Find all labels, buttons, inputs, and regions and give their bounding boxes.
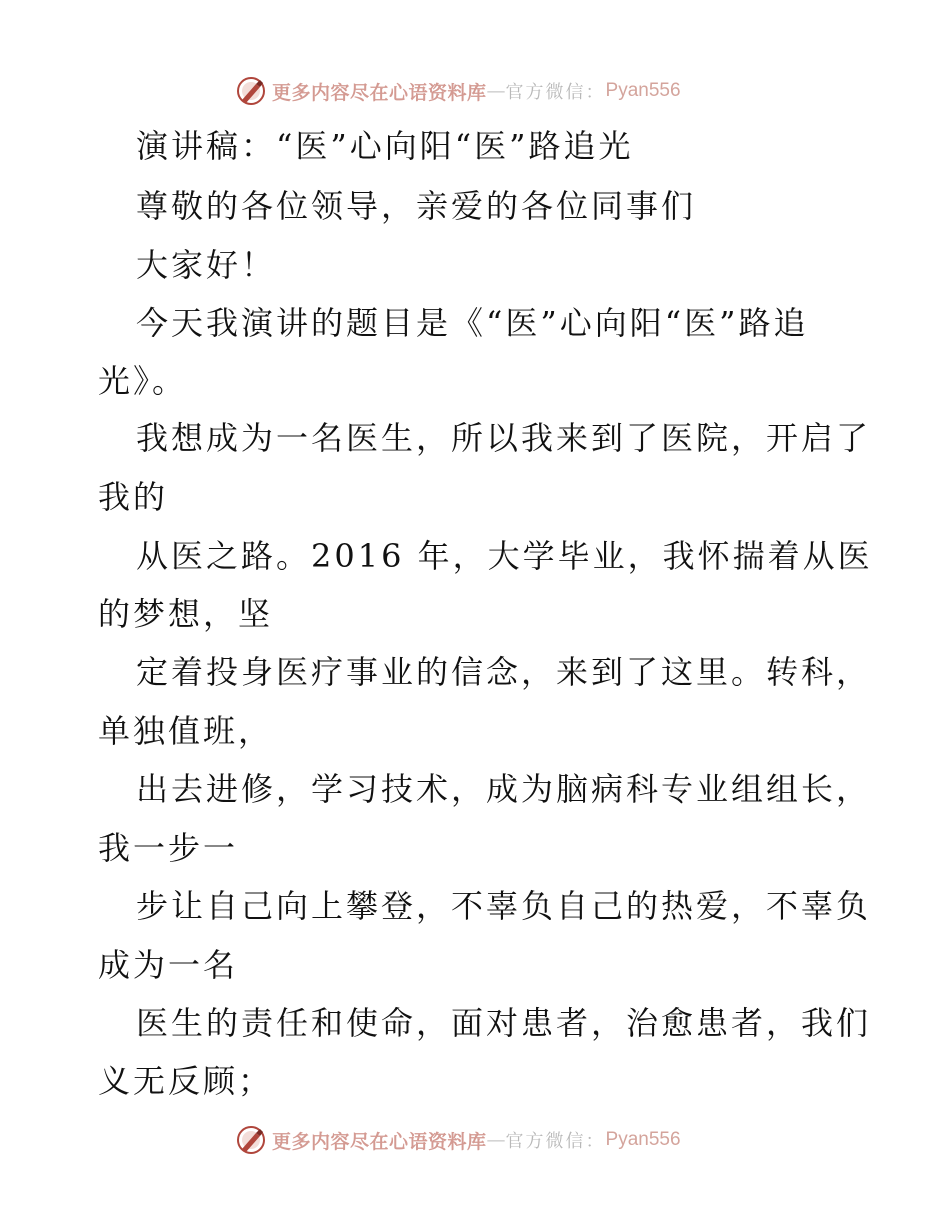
header-watermark <box>236 74 681 108</box>
text-line: 义无反顾； <box>98 1062 274 1100</box>
text-line: 从医之路。2016 年，大学毕业，我怀揣着从医 <box>136 537 873 575</box>
text-line: 我想成为一名医生，所以我来到了医院，开启了 <box>136 419 872 457</box>
text-line: 我一步一 <box>98 829 239 867</box>
text-line: 大家好！ <box>136 246 277 284</box>
pen-logo-icon <box>236 1125 266 1155</box>
wechat-label: 官方微信： <box>505 82 606 103</box>
text-line: 步让自己向上攀登，不辜负自己的热爱，不辜负 <box>136 887 872 925</box>
text-line: 光》。 <box>98 362 188 400</box>
watermark-separator: — <box>486 1129 506 1151</box>
document-title: 演讲稿：“医”心向阳“医”路追光 <box>136 127 634 165</box>
pen-logo-icon <box>236 76 266 106</box>
text-line: 单独值班， <box>98 712 274 750</box>
text-line: 的梦想，坚 <box>98 595 274 633</box>
text-line: 今天我演讲的题目是《“医”心向阳“医”路追 <box>136 304 809 342</box>
text-line: 我的 <box>98 478 169 516</box>
text-line: 定着投身医疗事业的信念，来到了这里。转科， <box>136 653 872 691</box>
wechat-id: Pyan556 <box>605 1129 681 1150</box>
text-line: 医生的责任和使命，面对患者，治愈患者，我们 <box>136 1004 872 1042</box>
footer-watermark <box>236 1123 681 1157</box>
watermark-text: 更多内容尽在心语资料库 <box>272 81 487 104</box>
wechat-id: Pyan556 <box>605 80 681 101</box>
text-line: 出去进修，学习技术，成为脑病科专业组组长， <box>136 770 872 808</box>
watermark-separator: — <box>486 80 506 102</box>
watermark-text: 更多内容尽在心语资料库 <box>272 1130 487 1153</box>
text-line: 尊敬的各位领导，亲爱的各位同事们 <box>136 187 697 225</box>
wechat-label: 官方微信： <box>505 1131 606 1152</box>
text-line: 成为一名 <box>98 946 239 984</box>
